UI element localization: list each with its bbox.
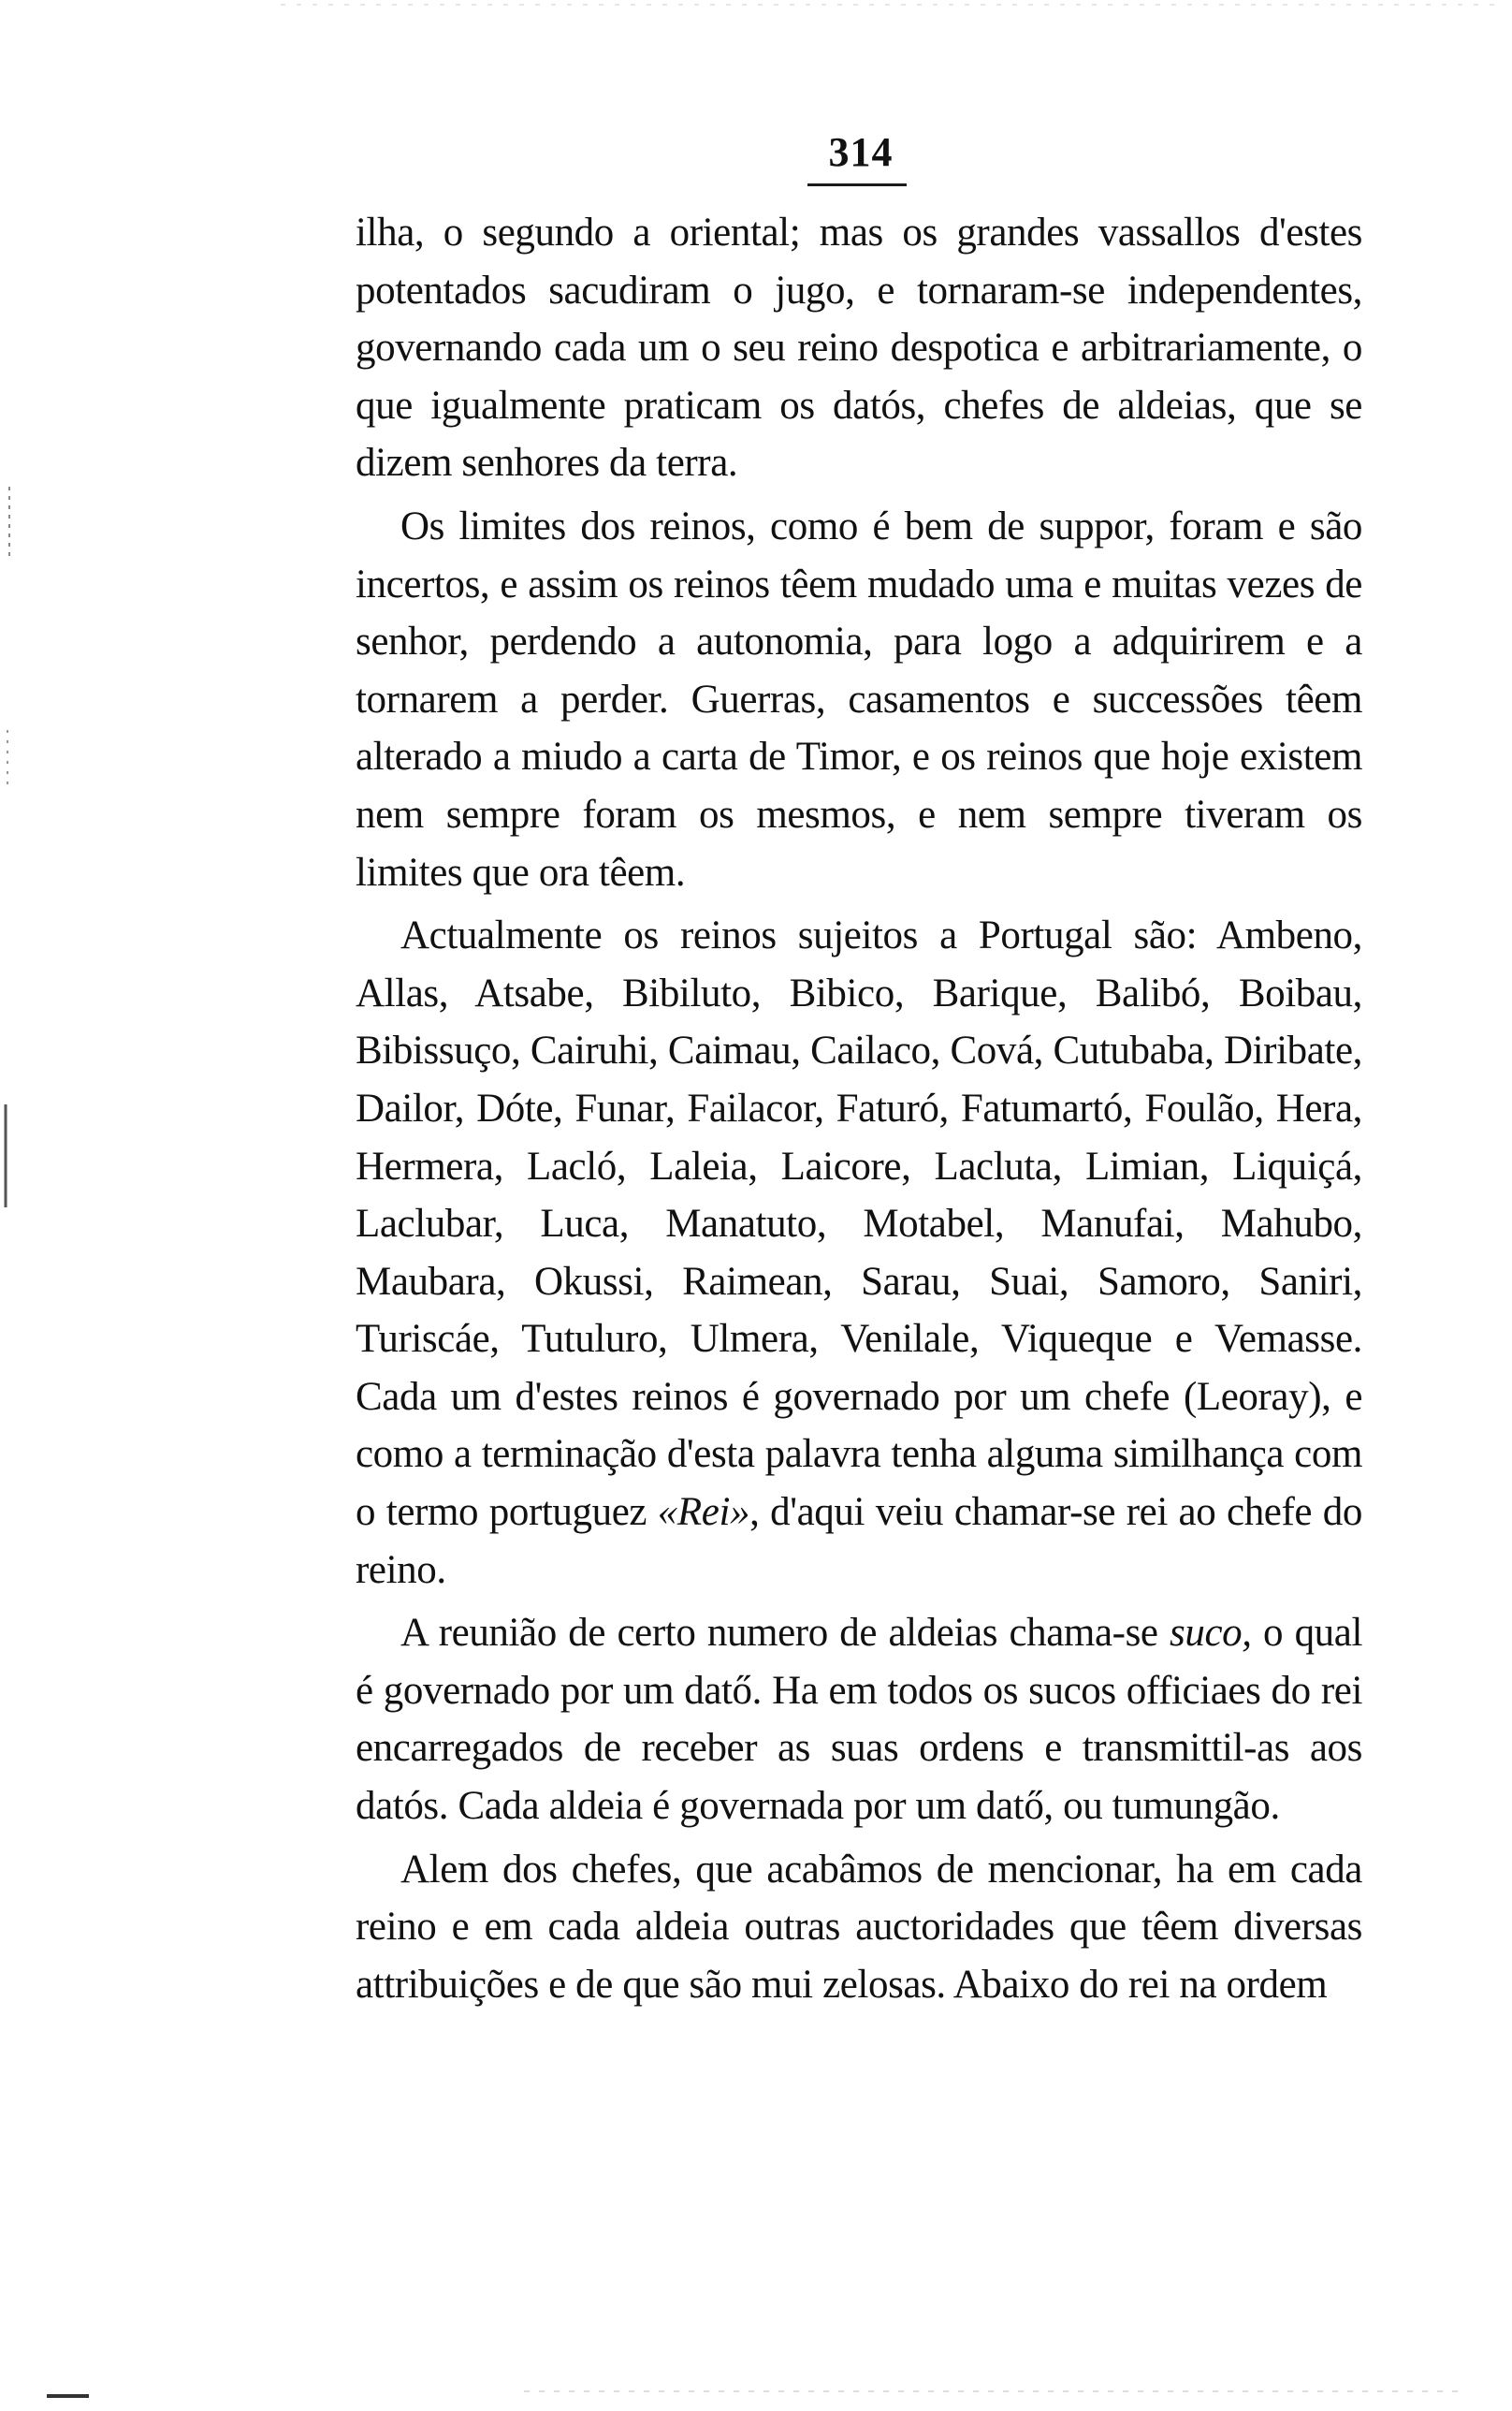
paragraph-3-italic-term: «Rei» xyxy=(657,1490,750,1535)
paragraph-2: Os limites dos reinos, como é bem de suppor, foram e são incertos, e assim os reinos têem mudado uma e muitas vezes de senhor, perdendo a autonomia, para logo a adquirirem e a tornarem a perder. Guerras, casamentos e successões têem alterado a miudo a carta de Timor, e os reinos que hoje existem nem sempre foram os mesmos, e nem sempre tiveram os limites que ora têem. xyxy=(356,504,1362,895)
paragraph-4 xyxy=(356,1604,1362,1834)
paragraph-4-text-b: o qual é governado por um datő. Ha em todos os sucos officiaes do rei encarregados de receber as suas ordens e transmittil-as aos datós. Cada aldeia é governada por um datő, ou tumungão. xyxy=(356,1611,1362,1829)
paragraph-4-italic-term: suco, xyxy=(1170,1611,1252,1656)
paragraph-3-text-b: , d'aqui veiu chamar-se rei ao chefe do reino. xyxy=(356,1490,1362,1592)
paragraph-3-text-a: Actualmente os reinos sujeitos a Portugal são: Ambeno, Allas, Atsabe, Bibiluto, Bibico, Barique, Balibó, Boibau, Bibissuço, Cairuhi, Caimau, Cailaco, Cová, Cutubaba, Diribate, Dailor, Dóte, Funar, Failacor, Faturó, Fatumartó, Foulão, Hera, Hermera, Lacló, Laleia, Laicore, Lacluta, Limian, Liquiçá, Laclubar, Luca, Manatuto, Motabel, Manufai, Mahubo, Maubara, Okussi, Raimean, Sarau, Suai, Samoro, Saniri, Turiscáe, Tutuluro, Ulmera, Venilale, Viqueque e Vemasse. Cada um d'estes reinos é governado por um chefe (Leoray), e como a terminação d'esta palavra tenha alguma similhança com o termo portuguez xyxy=(356,913,1362,1535)
page-number: 314 xyxy=(828,129,894,175)
body-text xyxy=(356,204,1362,2019)
paragraph-4-text-a: A reunião de certo numero de aldeias chama-se xyxy=(400,1611,1170,1656)
page-number-rule xyxy=(807,183,907,186)
paragraph-3 xyxy=(356,907,1362,1599)
paragraph-5: Alem dos chefes, que acabâmos de mencionar, ha em cada reino e em cada aldeia outras auctoridades que têem diversas attribuições e de que são mui zelosas. Abaixo do rei na ordem xyxy=(356,1847,1362,2007)
paragraph-1: ilha, o segundo a oriental; mas os grandes vassallos d'estes potentados sacudiram o jugo, e tornaram-se independentes, governando cada um o seu reino despotica e arbitrariamente, o que igualmente praticam os datós, chefes de aldeias, que se dizem senhores da terra. xyxy=(356,211,1362,486)
